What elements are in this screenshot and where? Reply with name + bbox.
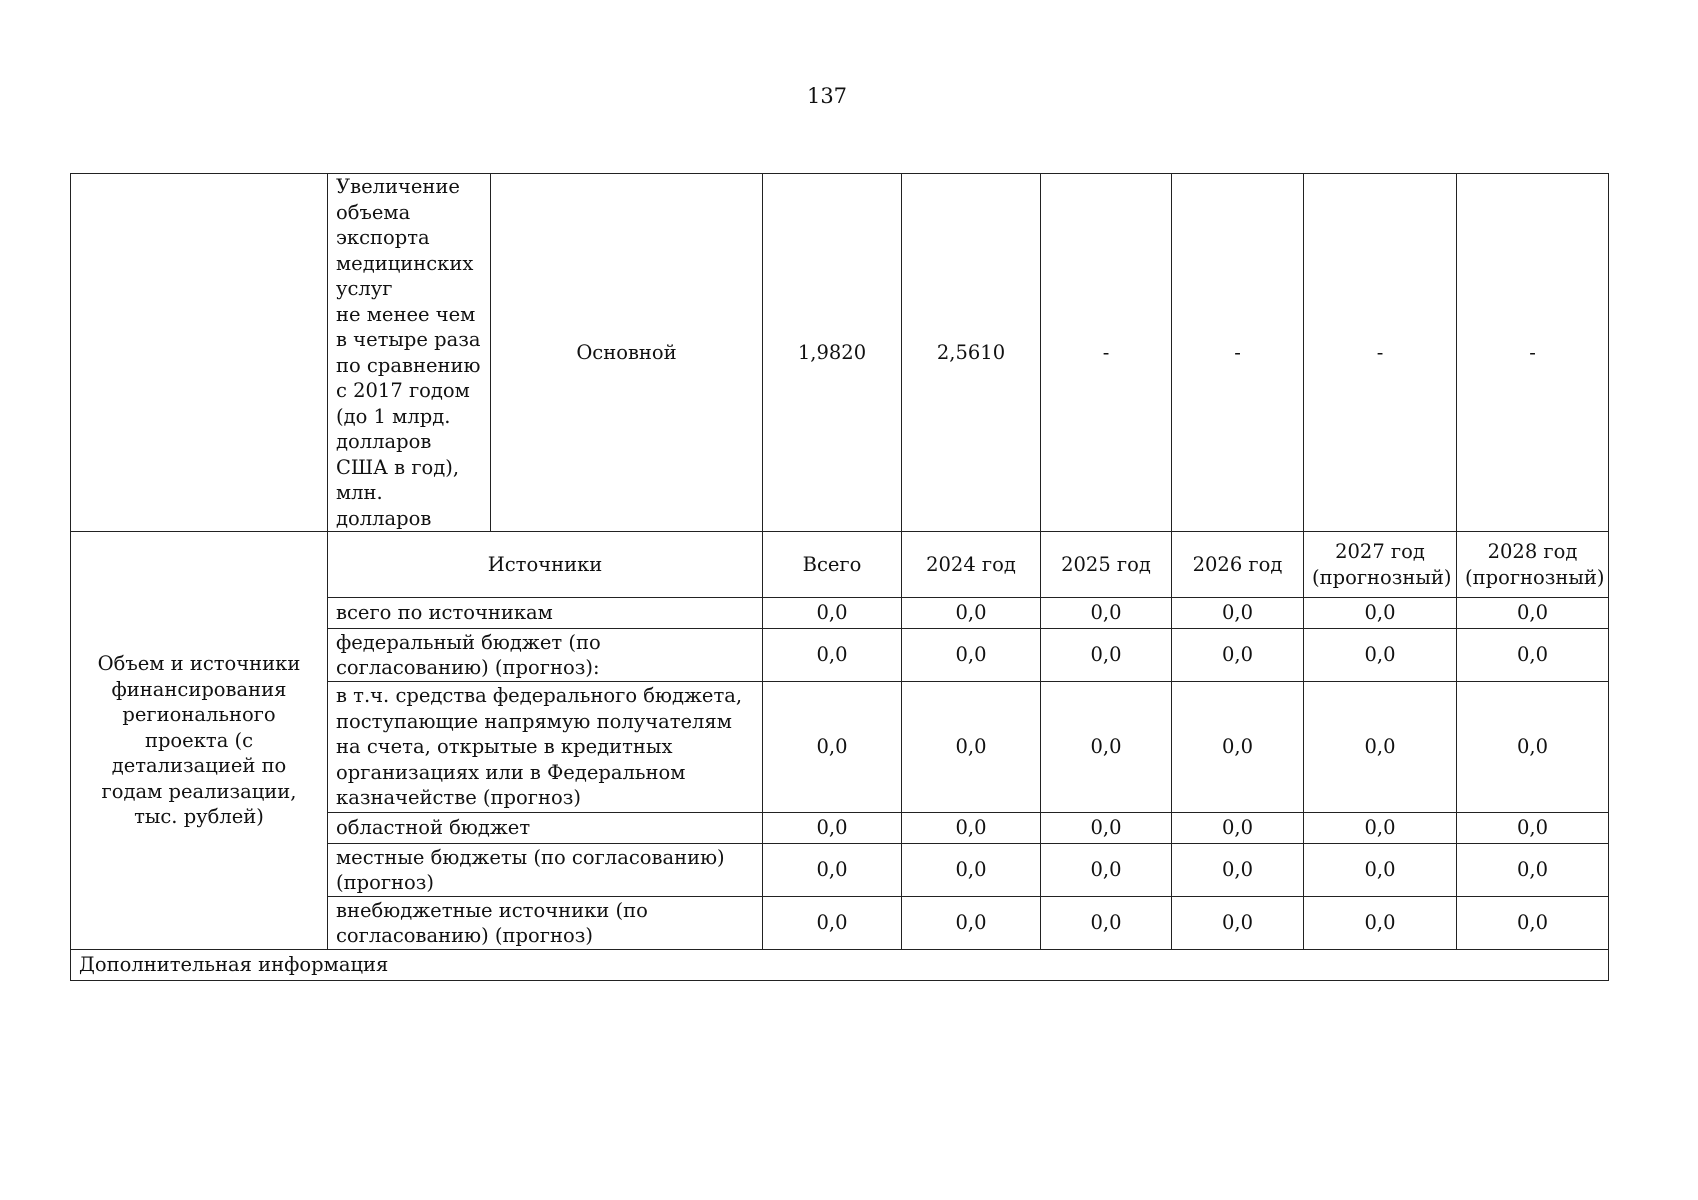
value-cell: 0,0 bbox=[1172, 598, 1304, 629]
header-year-2026: 2026 год bbox=[1172, 532, 1304, 598]
value-cell: 0,0 bbox=[1457, 813, 1609, 844]
value-cell: 0,0 bbox=[1041, 813, 1172, 844]
header-year-2024: 2024 год bbox=[902, 532, 1041, 598]
indicator-row bbox=[71, 174, 1609, 532]
header-year-2025: 2025 год bbox=[1041, 532, 1172, 598]
value-cell: 0,0 bbox=[1304, 897, 1457, 950]
indicator-value-cell: - bbox=[1041, 174, 1172, 532]
page-number: 137 bbox=[806, 84, 848, 108]
indicator-value-cell: 1,9820 bbox=[763, 174, 902, 532]
value-cell: 0,0 bbox=[1172, 682, 1304, 813]
source-cell: областной бюджет bbox=[328, 813, 763, 844]
header-total: Всего bbox=[763, 532, 902, 598]
value-cell: 0,0 bbox=[1457, 897, 1609, 950]
value-cell: 0,0 bbox=[1304, 629, 1457, 682]
source-cell: внебюджетные источники (по согласованию) (прогноз) bbox=[328, 897, 763, 950]
value-cell: 0,0 bbox=[763, 629, 902, 682]
value-cell: 0,0 bbox=[763, 682, 902, 813]
source-cell: всего по источникам bbox=[328, 598, 763, 629]
value-cell: 0,0 bbox=[1041, 629, 1172, 682]
indicator-value-cell: 2,5610 bbox=[902, 174, 1041, 532]
value-cell: 0,0 bbox=[1457, 629, 1609, 682]
header-year-2027: 2027 год (прогнозный) bbox=[1304, 532, 1457, 598]
value-cell: 0,0 bbox=[1041, 682, 1172, 813]
financing-header-row bbox=[71, 532, 1609, 598]
value-cell: 0,0 bbox=[1457, 844, 1609, 897]
additional-info-row bbox=[71, 950, 1609, 981]
source-cell: федеральный бюджет (по согласованию) (прогноз): bbox=[328, 629, 763, 682]
indicator-value-cell: - bbox=[1172, 174, 1304, 532]
value-cell: 0,0 bbox=[1041, 844, 1172, 897]
value-cell: 0,0 bbox=[1304, 682, 1457, 813]
indicator-type: Основной bbox=[491, 174, 763, 532]
value-cell: 0,0 bbox=[1172, 897, 1304, 950]
value-cell: 0,0 bbox=[1457, 598, 1609, 629]
value-cell: 0,0 bbox=[1457, 682, 1609, 813]
financing-table bbox=[70, 173, 1609, 981]
header-sources: Источники bbox=[328, 532, 763, 598]
indicator-value-cell: - bbox=[1304, 174, 1457, 532]
value-cell: 0,0 bbox=[902, 682, 1041, 813]
value-cell: 0,0 bbox=[763, 813, 902, 844]
value-cell: 0,0 bbox=[902, 813, 1041, 844]
additional-info-label: Дополнительная информация bbox=[71, 950, 1609, 981]
value-cell: 0,0 bbox=[1041, 598, 1172, 629]
source-cell: в т.ч. средства федерального бюджета, поступающие напрямую получателям на счета, открытые в кредитных организациях или в Федеральном казначействе (прогноз) bbox=[328, 682, 763, 813]
value-cell: 0,0 bbox=[763, 897, 902, 950]
value-cell: 0,0 bbox=[1172, 629, 1304, 682]
financing-section-label: Объем и источники финансирования регионального проекта (с детализацией по годам реализации, тыс. рублей) bbox=[71, 532, 328, 950]
value-cell: 0,0 bbox=[902, 897, 1041, 950]
source-cell: местные бюджеты (по согласованию) (прогноз) bbox=[328, 844, 763, 897]
value-cell: 0,0 bbox=[1172, 813, 1304, 844]
value-cell: 0,0 bbox=[763, 598, 902, 629]
value-cell: 0,0 bbox=[902, 598, 1041, 629]
value-cell: 0,0 bbox=[1304, 598, 1457, 629]
indicator-name: Увеличение объема экспорта медицинских услуг не менее чем в четыре раза по сравнению с 2017 годом (до 1 млрд. долларов США в год), млн. долларов bbox=[328, 174, 491, 532]
value-cell: 0,0 bbox=[902, 844, 1041, 897]
value-cell: 0,0 bbox=[902, 629, 1041, 682]
value-cell: 0,0 bbox=[1304, 844, 1457, 897]
header-year-2028: 2028 год (прогнозный) bbox=[1457, 532, 1609, 598]
indicator-value-cell: - bbox=[1457, 174, 1609, 532]
value-cell: 0,0 bbox=[1041, 897, 1172, 950]
value-cell: 0,0 bbox=[1172, 844, 1304, 897]
value-cell: 0,0 bbox=[763, 844, 902, 897]
value-cell: 0,0 bbox=[1304, 813, 1457, 844]
indicator-empty-cell bbox=[71, 174, 328, 532]
